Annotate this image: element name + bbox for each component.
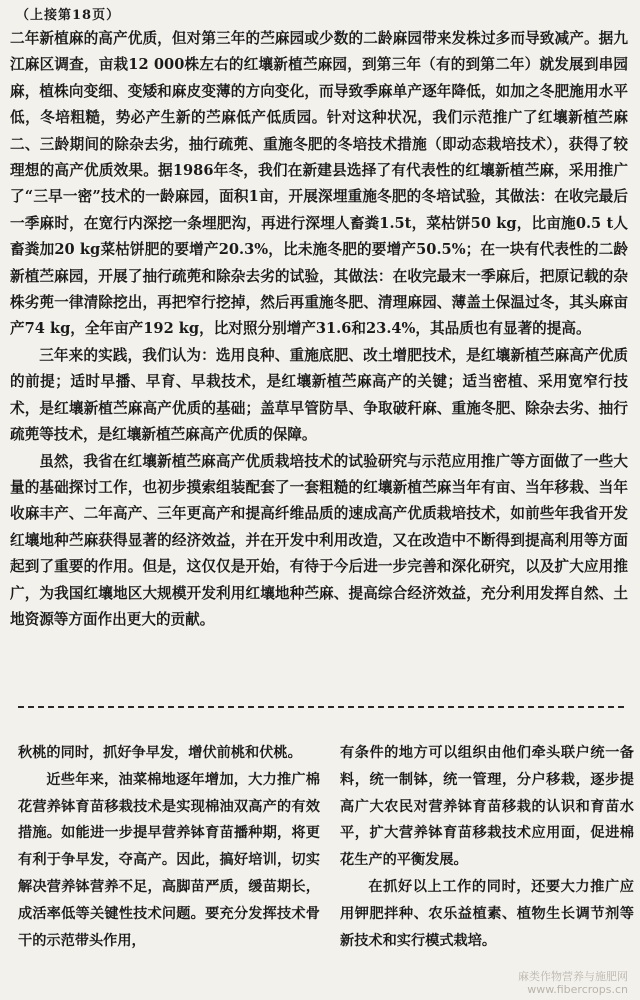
site-watermark <box>518 970 628 996</box>
left-paragraph-1: 秋桃的同时，抓好争早发，增伏前桃和伏桃。 <box>18 745 302 761</box>
main-paragraph-2: 三年来的实践，我们认为：选用良种、重施底肥、改土增肥技术，是红壤新植苎麻高产优质的前提；适时早播、早育、早栽技术，是红壤新植苎麻高产的关键；适当密植、采用宽窄行技术，是红壤新植苎麻高产优质的基础；盖草早管防旱、争取破秆麻、重施冬肥、除杂去劣、抽行疏蔸等技术，是红壤新植苎麻高产优质的保障。 <box>10 346 628 444</box>
bottom-left-column <box>18 740 320 954</box>
main-paragraph-3: 虽然，我省在红壤新植苎麻高产优质栽培技术的试验研究与示范应用推广等方面做了一些大量的基础探讨工作，也初步摸索组装配套了一套粗糙的红壤新植苎麻当年有亩、当年移栽、当年收麻丰产、二年高产、三年更高产和提高纤维品质的速成高产优质栽培技术，如前些年我省开发红壤地种苎麻获得显著的经济效益，并在开发中利用改造，又在改造中不断得到提高利用等方面起到了重要的作用。但是，这仅仅是开始，有待于今后进一步完善和深化研究，以及扩大应用推广，为我国红壤地区大规模开发利用红壤地种苎麻、提高综合经济效益，充分利用发挥自然、土地资源等方面作出更大的贡献。 <box>10 452 628 628</box>
section-divider <box>18 706 624 708</box>
main-paragraph-1: 二年新植麻的高产优质，但对第三年的苎麻园或少数的二龄麻园带来发株过多而导致减产。据九江麻区调查，亩栽12 000株左右的红壤新植苎麻园，到第三年（有的到第二年）就发展到串园麻，植株向变细、变矮和麻皮变薄的方向变化，而导致季麻单产逐年降低，如加之冬肥施用水平低，冬培粗糙，势必产生新的苎麻低产低质园。针对这种状况，我们示范推广了红壤新植苎麻二、三龄期间的除杂去劣，抽行疏蔸、重施冬肥的冬培技术措施（即动态栽培技术），获得了较理想的高产优质效果。据1986年冬，我们在新建县选择了有代表性的红壤新植苎麻，采用推广了“三早一密”技术的一龄麻园，面积1亩，开展深埋重施冬肥的冬培试验，其做法：在收完最后一季麻时，在宽行内深挖一条埋肥沟，再进行深埋人畜粪1.5t，菜枯饼50 kg，比亩施0.5 t人畜粪加20 kg菜枯饼肥的要增产20.3%，比未施冬肥的要增产50.5%；在一块有代表性的二龄新植苎麻园，开展了抽行疏蔸和除杂去劣的试验，其做法：在收完最末一季麻后，把原记载的杂株劣蔸一律清除挖出，再把窄行挖掉，然后再重施冬肥、清理麻园、薄盖土保温过冬，其头麻亩产74 kg，全年亩产192 kg，比对照分别增产31.6和23.4%，其品质也有显著的提高。 <box>10 30 628 338</box>
bottom-right-column <box>340 740 634 954</box>
right-paragraph-2: 在抓好以上工作的同时，还要大力推广应用钾肥拌种、农乐益植素、植物生长调节剂等新技术和实行模式栽培。 <box>340 878 634 949</box>
main-article-text <box>10 26 628 633</box>
right-paragraph-1: 有条件的地方可以组织由他们牵头联户统一备料，统一制钵，统一管理，分户移栽，逐步提高广大农民对营养钵育苗移栽的认识和育苗水平，扩大营养钵育苗移栽技术应用面，促进棉花生产的平衡发展。 <box>340 745 634 869</box>
continued-from-label: （上接第18页） <box>16 8 121 23</box>
left-paragraph-2: 近些年来，油菜棉地逐年增加，大力推广棉花营养钵育苗移栽技术是实现棉油双高产的有效措施。如能进一步提早营养钵育苗播种期，将更有利于争早发，夺高产。因此，搞好培训，切实解决营养钵营养不足，高脚苗严质，缓苗期长，成活率低等关键性技术问题。要充分发挥技术骨干的示范带头作用， <box>18 771 320 949</box>
watermark-url: www.fibercrops.cn <box>527 983 628 996</box>
watermark-site-name: 麻类作物营养与施肥网 <box>518 970 628 983</box>
